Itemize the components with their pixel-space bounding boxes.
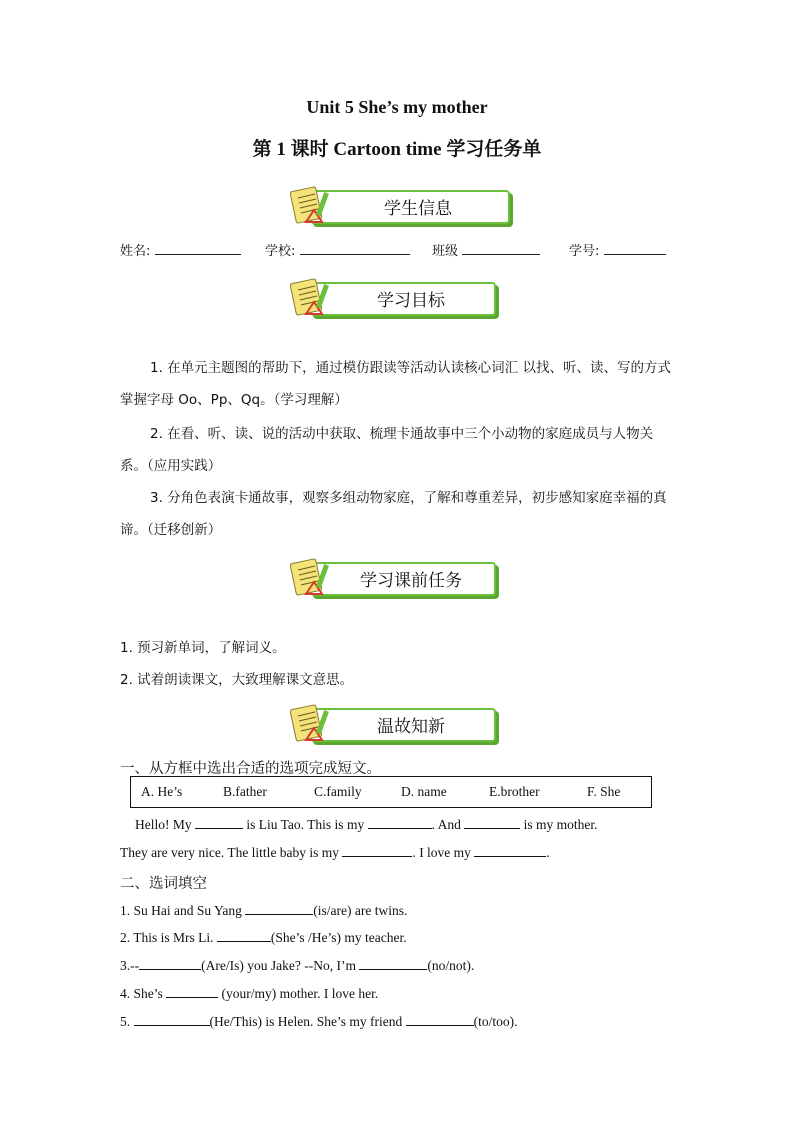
exercise-1: 1. Su Hai and Su Yang (is/are) are twins. (120, 903, 408, 918)
part1-heading: 一、从方框中选出合适的选项完成短文。 (120, 761, 381, 777)
worksheet-title: Unit 5 She’s my mother (306, 97, 488, 117)
section-banner-student-info (290, 186, 510, 224)
option-f: F. She (587, 784, 621, 799)
passage-line-2: They are very nice. The little baby is my . I love my . (120, 845, 550, 860)
section-banner-objectives (290, 278, 496, 316)
section-banner-pre-tasks (290, 558, 496, 596)
option-e: E.brother (489, 784, 540, 799)
field-class: 班级 (432, 240, 540, 259)
section-title-student-info: 学生信息 (384, 199, 452, 219)
part2-heading: 二、选词填空 (120, 876, 207, 892)
option-c: C.family (314, 784, 362, 799)
field-student-number: 学号: (569, 240, 666, 259)
passage-blank-4[interactable] (342, 845, 412, 857)
worksheet-subtitle: 第 1 课时 Cartoon time 学习任务单 (252, 139, 542, 160)
exercise-4: 4. She’s (your/my) mother. I love her. (120, 986, 379, 1001)
option-a: A. He’s (141, 784, 183, 799)
passage-blank-5[interactable] (474, 845, 546, 857)
name-blank[interactable] (155, 242, 241, 255)
passage-line-1: Hello! My is Liu Tao. This is my . And is my mother. (135, 817, 598, 832)
exercise-5-blank-2[interactable] (406, 1014, 474, 1026)
option-b: B.father (223, 784, 267, 799)
objective-2: 2. 在看、听、读、说的活动中获取、梳理卡通故事中三个小动物的家庭成员与人物关系。（应用实践） (120, 426, 654, 474)
objective-3: 3. 分角色表演卡通故事，观察多组动物家庭，了解和尊重差异，初步感知家庭幸福的真谛。（迁移创新） (120, 490, 667, 538)
field-school: 学校: (265, 240, 410, 259)
exercise-3: 3.-- (Are/Is) you Jake? --No, I’m (no/not). (120, 958, 475, 973)
notepad-pencil-icon (290, 278, 334, 316)
pre-task-2: 2. 试着朗读课文，大致理解课文意思。 (120, 672, 354, 688)
section-title-objectives: 学习目标 (377, 291, 445, 311)
options-box (130, 776, 652, 808)
field-name: 姓名: (120, 240, 241, 259)
notepad-pencil-icon (290, 704, 334, 742)
section-banner-review (290, 704, 496, 742)
notepad-pencil-icon (290, 558, 334, 596)
exercise-5-blank-1[interactable] (134, 1014, 210, 1026)
exercise-2: 2. This is Mrs Li. (She’s /He’s) my teacher. (120, 930, 407, 945)
student-number-blank[interactable] (604, 242, 666, 255)
section-title-pre-tasks: 学习课前任务 (360, 571, 462, 591)
section-title-review: 温故知新 (377, 717, 445, 737)
school-blank[interactable] (300, 242, 410, 255)
exercise-3-blank-2[interactable] (359, 958, 427, 970)
objective-1: 1. 在单元主题图的帮助下，通过模仿跟读等活动认读核心词汇 以找、听、读、写的方式掌握字母 Oo、Pp、Qq。（学习理解） (120, 360, 671, 408)
passage-blank-3[interactable] (464, 817, 520, 829)
notepad-pencil-icon (290, 186, 334, 224)
passage-blank-2[interactable] (368, 817, 432, 829)
option-d: D. name (401, 784, 447, 799)
class-blank[interactable] (462, 242, 540, 255)
exercise-2-blank[interactable] (217, 930, 271, 942)
exercise-5: 5. (He/This) is Helen. She’s my friend (to/too). (120, 1014, 518, 1029)
exercise-3-blank-1[interactable] (139, 958, 201, 970)
passage-blank-1[interactable] (195, 817, 243, 829)
pre-task-1: 1. 预习新单词，了解词义。 (120, 640, 286, 656)
exercise-4-blank[interactable] (166, 986, 218, 998)
exercise-1-blank[interactable] (245, 903, 313, 915)
